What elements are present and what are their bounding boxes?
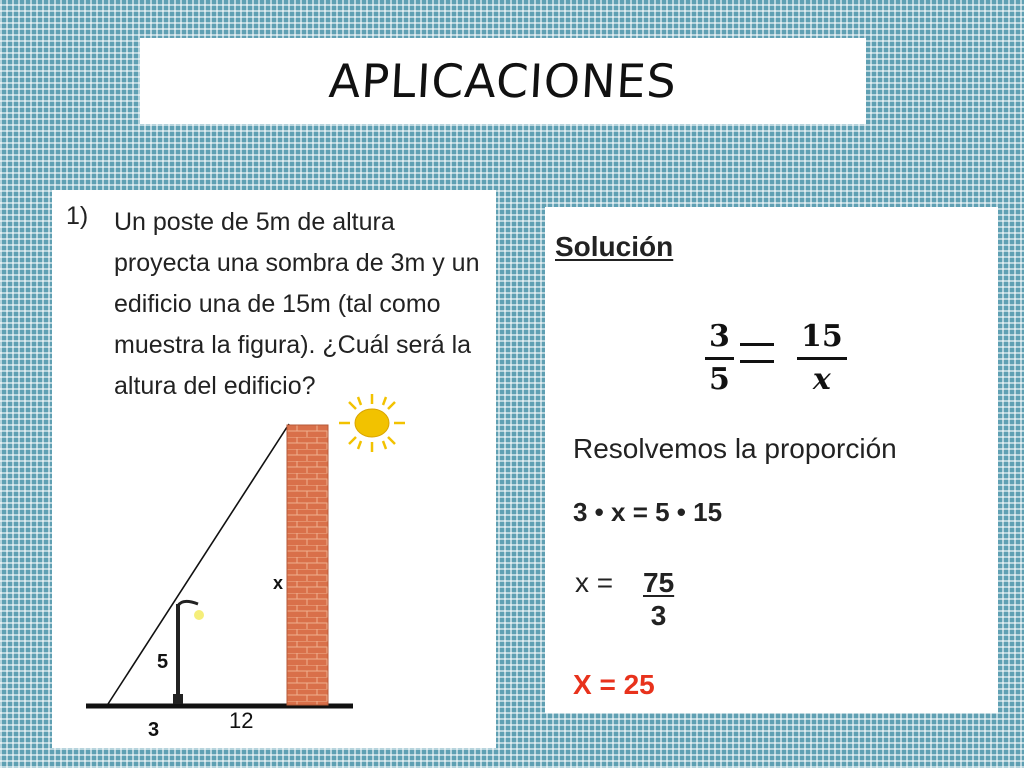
solution-heading: Solución — [555, 231, 674, 262]
fraction-numerator: 15 — [797, 321, 847, 360]
x-equals-label: x = — [575, 567, 614, 598]
x-fraction — [643, 567, 674, 633]
x-fraction-denominator: 3 — [650, 600, 667, 631]
slide-title: APLICACIONES — [327, 54, 679, 108]
label-pole-height: 5 — [157, 651, 169, 673]
label-pole-shadow: 3 — [148, 719, 160, 741]
label-building-height: x — [273, 573, 284, 593]
fraction-denominator: 5 — [709, 362, 730, 397]
sun-icon — [339, 394, 405, 452]
label-remaining-shadow: 12 — [229, 708, 254, 733]
x-fraction-numerator: 75 — [643, 567, 675, 598]
proportion-left-fraction — [705, 321, 734, 396]
fraction-denominator: x — [812, 362, 831, 397]
sun-ray-line — [108, 424, 289, 704]
final-answer: X = 25 — [573, 669, 655, 700]
problem-statement: Un poste de 5m de altura proyecta una sombra de 3m y un edificio una de 15m (tal como muestra la figura). ¿Cuál será la altura del edificio? — [114, 208, 480, 400]
problem-number: 1) — [66, 202, 89, 230]
equals-sign — [740, 343, 774, 363]
proportion-right-fraction — [797, 321, 847, 396]
cross-multiplication: 3 • x = 5 • 15 — [573, 497, 723, 527]
fraction-numerator: 3 — [705, 321, 734, 360]
solution-panel — [545, 207, 998, 713]
lamp-post-icon — [173, 601, 204, 704]
resolve-text: Resolvemos la proporción — [573, 433, 897, 464]
building — [287, 425, 328, 705]
